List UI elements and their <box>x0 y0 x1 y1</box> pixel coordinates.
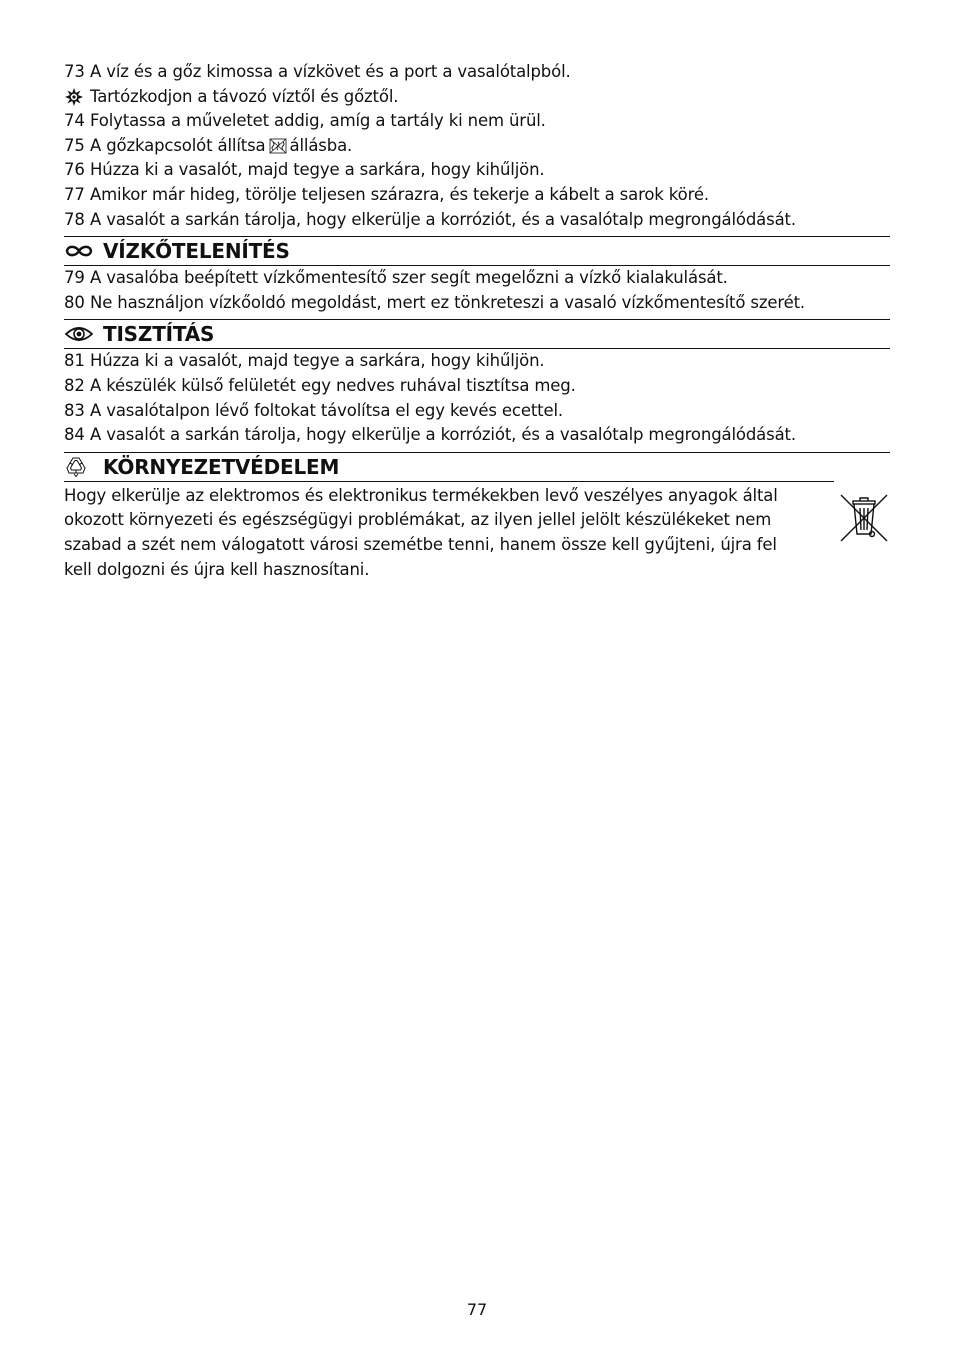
step-81 <box>64 349 890 374</box>
section-title: VÍZKŐTELENÍTÉS <box>103 239 290 264</box>
step-text: A víz és a gőz kimossa a vízkövet és a port a vasalótalpból. <box>90 62 571 81</box>
step-text: A készülék külső felületét egy nedves ruhával tisztítsa meg. <box>90 375 576 395</box>
step-84 <box>64 423 890 448</box>
step-number: 74 <box>64 111 85 131</box>
section-header-environment <box>64 452 890 481</box>
section-header-cleaning <box>64 319 890 349</box>
step-text: Ne használjon vízkőoldó megoldást, mert ez tönkreteszi a vasaló vízkőmentesítő szerét. <box>90 292 806 312</box>
environment-paragraph <box>64 481 834 582</box>
step-78 <box>64 208 890 233</box>
step-83 <box>64 399 890 424</box>
step-number: 83 <box>64 400 85 420</box>
step-74 <box>64 109 890 134</box>
step-82 <box>64 374 890 399</box>
step-77 <box>64 183 890 208</box>
step-text: Folytassa a műveletet addig, amíg a tartály ki nem ürül. <box>90 111 546 131</box>
steam-setting-icon <box>269 137 287 155</box>
paragraph-line: Hogy elkerülje az elektromos és elektronikus termékekben levő veszélyes anyagok által <box>64 485 778 505</box>
step-number: 82 <box>64 375 85 395</box>
step-number: 77 <box>64 184 85 204</box>
step-79 <box>64 266 890 291</box>
environment-section <box>64 452 890 582</box>
eye-icon <box>64 322 94 346</box>
step-number: 75 <box>64 135 85 155</box>
step-text: A vasalótalpon lévő foltokat távolítsa el egy kevés ecettel. <box>90 400 564 420</box>
page-number: 77 <box>466 1300 488 1319</box>
step-text: Húzza ki a vasalót, majd tegye a sarkára, hogy kihűljön. <box>90 160 545 180</box>
step-text: Amikor már hideg, törölje teljesen szárazra, és tekerje a kábelt a sarok köré. <box>90 184 709 204</box>
warning-burst-icon <box>64 88 84 106</box>
step-text: A vasalót a sarkán tárolja, hogy elkerülje a korróziót, és a vasalótalp megrongálódását. <box>90 425 796 445</box>
step-number: 79 <box>64 268 85 288</box>
warning-text: Tartózkodjon a távozó víztől és gőztől. <box>90 86 399 106</box>
step-76 <box>64 158 890 183</box>
step-73 <box>64 60 890 85</box>
step-number: 80 <box>64 292 85 312</box>
step-number: 84 <box>64 425 85 445</box>
step-text: Húzza ki a vasalót, majd tegye a sarkára, hogy kihűljön. <box>90 351 545 371</box>
step-75 <box>64 134 890 159</box>
warning-line <box>64 85 890 110</box>
step-number: 73 <box>64 62 85 81</box>
step-text-before: A gőzkapcsolót állítsa <box>90 135 266 155</box>
recycle-icon <box>64 455 94 479</box>
paragraph-line: okozott környezeti és egészségügyi problémákat, az ilyen jellel jelölt készülékeket nem <box>64 510 772 530</box>
infinity-icon <box>64 239 94 263</box>
step-80 <box>64 291 890 316</box>
crossed-bin-icon <box>838 492 890 544</box>
paragraph-line: kell dolgozni és újra kell hasznosítani. <box>64 559 370 579</box>
paragraph-line: szabad a szét nem válogatott városi szemétbe tenni, hanem össze kell gyűjteni, újra fel <box>64 534 777 554</box>
step-number: 78 <box>64 209 85 229</box>
step-text: A vasalóba beépített vízkőmentesítő szer segít megelőzni a vízkő kialakulását. <box>90 268 728 288</box>
step-number: 81 <box>64 351 85 371</box>
section-title: TISZTÍTÁS <box>103 322 215 347</box>
step-text-after: állásba. <box>289 135 353 155</box>
step-number: 76 <box>64 160 85 180</box>
step-text: A vasalót a sarkán tárolja, hogy elkerülje a korróziót, és a vasalótalp megrongálódását. <box>90 209 796 229</box>
section-header-descaling <box>64 236 890 266</box>
page-content <box>64 60 890 582</box>
section-title: KÖRNYEZETVÉDELEM <box>103 454 340 479</box>
